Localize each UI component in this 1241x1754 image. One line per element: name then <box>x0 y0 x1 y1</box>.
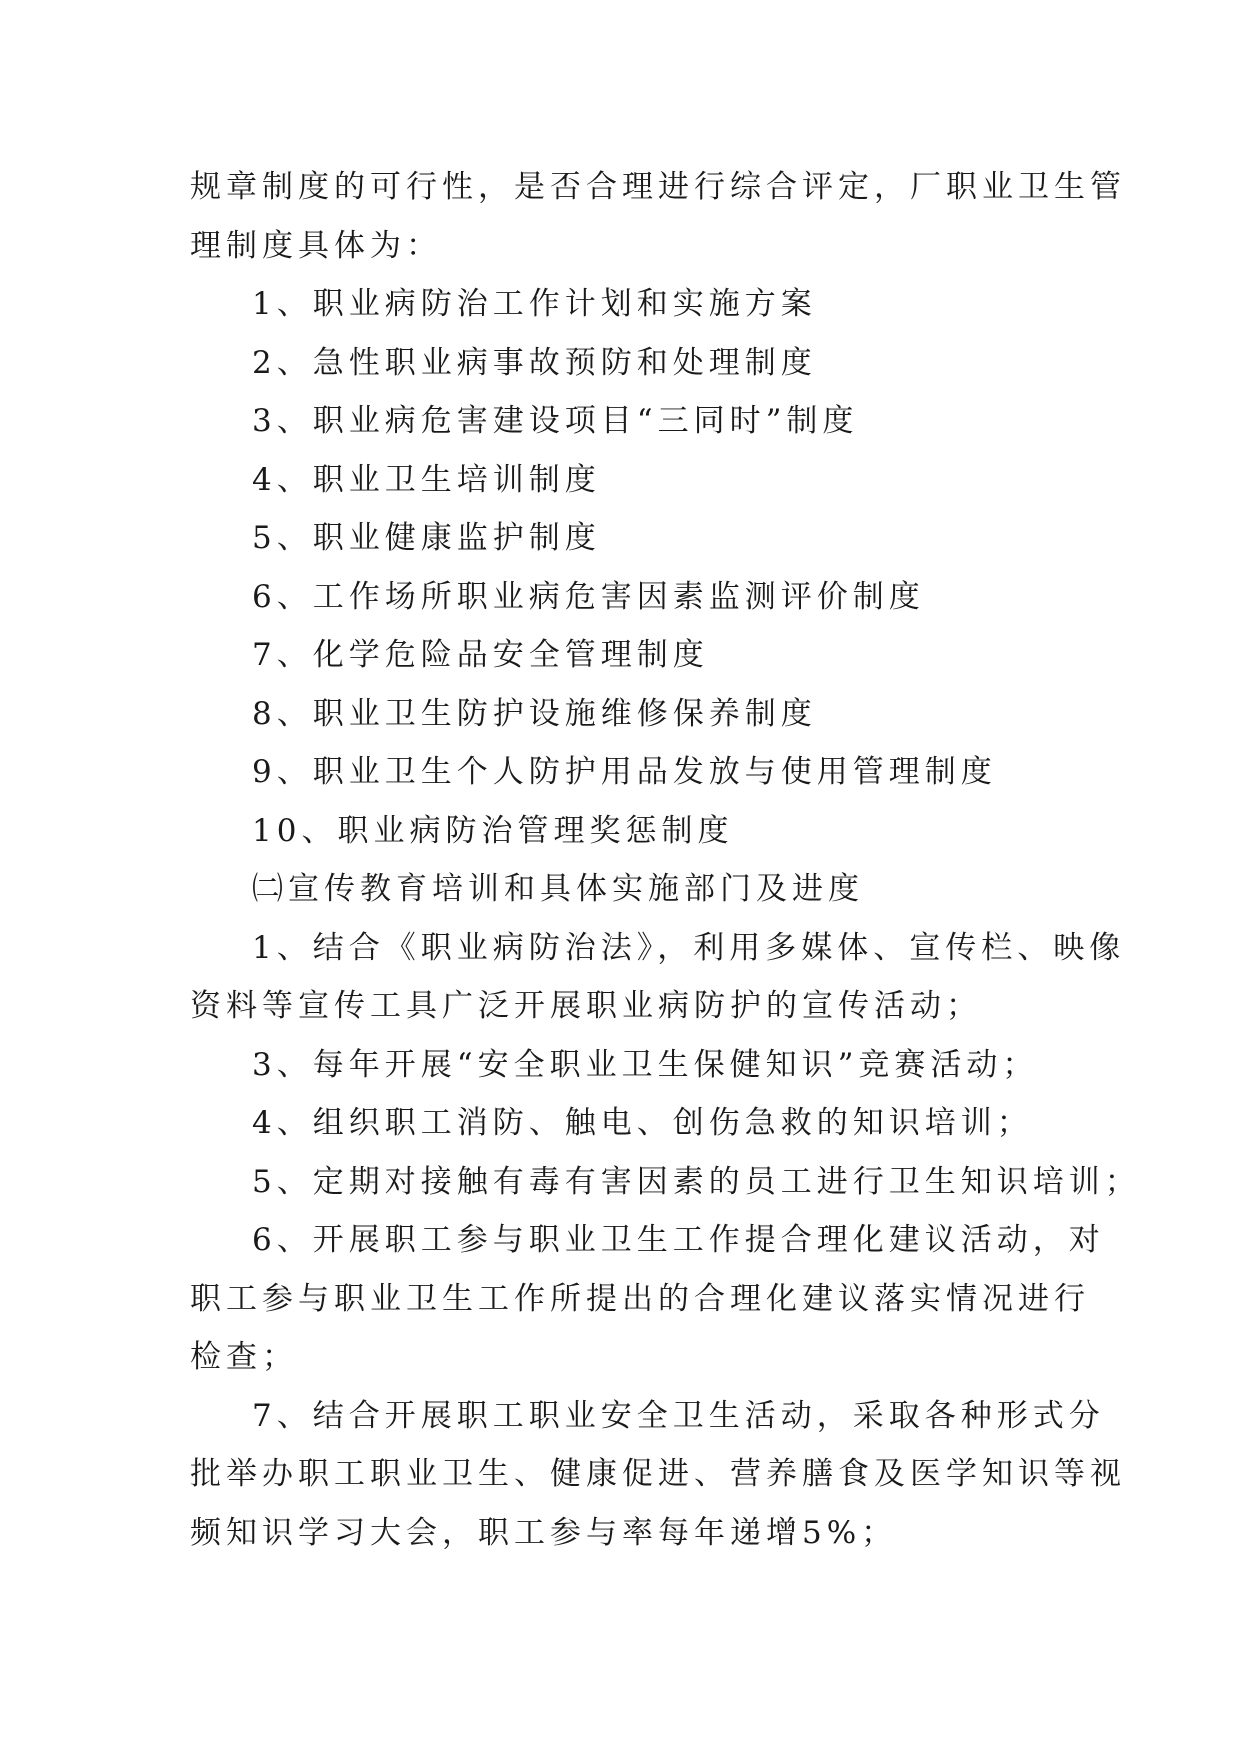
training-item-6-cont-2: 检查； <box>190 1339 298 1375</box>
list-item-6: 6、工作场所职业病危害因素监测评价制度 <box>252 578 925 615</box>
list-item-3: 3、职业病危害建设项目“三同时”制度 <box>252 403 859 439</box>
text-line-1: 规章制度的可行性，是否合理进行综合评定，厂职业卫生管 <box>190 169 1126 205</box>
document-body <box>190 158 1141 1562</box>
list-item-2: 2、急性职业病事故预防和处理制度 <box>252 344 817 381</box>
training-item-7-cont-2: 频知识学习大会，职工参与率每年递增5%； <box>190 1514 898 1551</box>
training-item-6: 6、开展职工参与职业卫生工作提合理化建议活动，对 <box>252 1222 1105 1258</box>
training-item-5: 5、定期对接触有毒有害因素的员工进行卫生知识培训； <box>252 1163 1141 1200</box>
training-item-3: 3、每年开展“安全职业卫生保健知识”竞赛活动； <box>252 1046 1039 1083</box>
list-item-10: 10、职业病防治管理奖惩制度 <box>252 812 734 849</box>
training-item-4: 4、组织职工消防、触电、创伤急救的知识培训； <box>252 1105 1033 1141</box>
list-item-5: 5、职业健康监护制度 <box>252 520 601 556</box>
section-heading: ㈡宣传教育培训和具体实施部门及进度 <box>252 871 864 907</box>
training-item-1: 1、结合《职业病防治法》，利用多媒体、宣传栏、映像 <box>252 929 1126 966</box>
list-item-1: 1、职业病防治工作计划和实施方案 <box>252 286 817 322</box>
training-item-6-cont: 职工参与职业卫生工作所提出的合理化建议落实情况进行 <box>190 1280 1090 1317</box>
list-item-8: 8、职业卫生防护设施维修保养制度 <box>252 695 817 732</box>
training-item-7-cont: 批举办职工职业卫生、健康促进、营养膳食及医学知识等视 <box>190 1456 1126 1492</box>
training-item-1-cont: 资料等宣传工具广泛开展职业病防护的宣传活动； <box>190 988 982 1024</box>
training-item-7: 7、结合开展职工职业安全卫生活动，采取各种形式分 <box>252 1397 1105 1434</box>
text-line-2: 理制度具体为： <box>190 227 442 264</box>
list-item-9: 9、职业卫生个人防护用品发放与使用管理制度 <box>252 754 997 790</box>
list-item-7: 7、化学危险品安全管理制度 <box>252 637 709 673</box>
list-item-4: 4、职业卫生培训制度 <box>252 461 601 498</box>
